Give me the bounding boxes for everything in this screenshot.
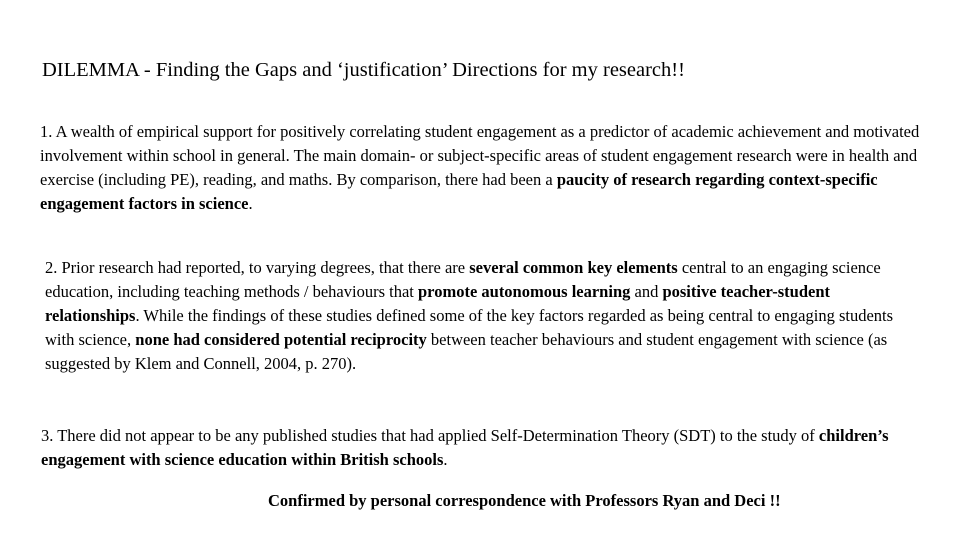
emphasis-text: promote autonomous learning <box>418 282 631 301</box>
body-text: . <box>443 450 448 469</box>
body-text: 3. There did not appear to be any published studies that had applied Self-Determination Theory (SDT) to the study of <box>41 426 819 445</box>
emphasis-text: several common key elements <box>469 258 678 277</box>
body-text: 1. A wealth of empirical support for positively correlating student engagement as a predictor of academic achievement and motivated involvement within school in general. The main domain- or subject-specific areas of student engagement research were in health and exercise (including PE), reading, and maths. By comparison, there had been a <box>40 122 920 189</box>
emphasis-text: positive teacher-student relationships <box>45 282 831 325</box>
point-2 <box>45 256 925 376</box>
body-text: . While the findings of these studies defined some of the key factors regarded as being central to engaging students with science, <box>45 306 894 349</box>
confirmation-note: Confirmed by personal correspondence with Professors Ryan and Deci !! <box>268 491 781 510</box>
point-3 <box>41 424 931 472</box>
emphasis-text: none had considered potential reciprocity <box>135 330 427 349</box>
slide-title: DILEMMA - Finding the Gaps and ‘justification’ Directions for my research!! <box>42 59 685 81</box>
emphasis-text: paucity of research regarding context-specific engagement factors in science <box>40 170 878 213</box>
body-text: between teacher behaviours and student engagement with science (as suggested by Klem and Connell, 2004, p. 270). <box>45 330 888 373</box>
body-text: 2. Prior research had reported, to varying degrees, that there are <box>45 258 470 277</box>
body-text: and <box>630 282 663 301</box>
body-text: . <box>248 194 253 213</box>
emphasis-text: children’s engagement with science education within British schools <box>41 426 889 469</box>
body-text: central to an engaging science education, including teaching methods / behaviours that <box>45 258 881 301</box>
point-1 <box>40 120 930 216</box>
